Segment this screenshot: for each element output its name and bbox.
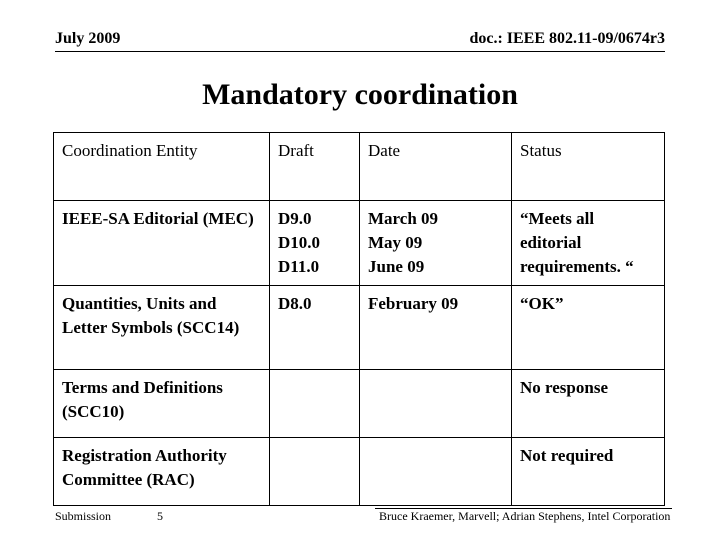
cell-entity: Registration Authority Committee (RAC) xyxy=(54,438,270,506)
cell-status: No response xyxy=(512,370,665,438)
header-rule xyxy=(55,51,665,52)
slide-title: Mandatory coordination xyxy=(202,78,518,111)
header-date: July 2009 xyxy=(55,30,121,47)
cell-status: “OK” xyxy=(512,286,665,370)
cell-entity: Terms and Definitions (SCC10) xyxy=(54,370,270,438)
table-header-row xyxy=(54,133,665,201)
cell-entity: IEEE-SA Editorial (MEC) xyxy=(54,201,270,286)
cell-entity: Quantities, Units and Letter Symbols (SCC14) xyxy=(54,286,270,370)
cell-date xyxy=(360,438,512,506)
footer-submission: Submission xyxy=(55,509,112,523)
cell-date: February 09 xyxy=(360,286,512,370)
table-row xyxy=(54,370,665,438)
footer-page-number: 5 xyxy=(157,509,163,523)
column-header-date: Date xyxy=(360,133,512,201)
header-doc-id: doc.: IEEE 802.11-09/0674r3 xyxy=(469,30,665,47)
cell-date: March 09 May 09 June 09 xyxy=(360,201,512,286)
cell-draft: D8.0 xyxy=(270,286,360,370)
cell-draft: D9.0 D10.0 D11.0 xyxy=(270,201,360,286)
cell-status: “Meets all editorial requirements. “ xyxy=(512,201,665,286)
column-header-draft: Draft xyxy=(270,133,360,201)
table-row xyxy=(54,286,665,370)
column-header-entity: Coordination Entity xyxy=(54,133,270,201)
footer-author: Bruce Kraemer, Marvell; Adrian Stephens, Intel Corporation xyxy=(379,509,671,523)
cell-date xyxy=(360,370,512,438)
column-header-status: Status xyxy=(512,133,665,201)
coordination-table xyxy=(53,132,665,506)
cell-draft xyxy=(270,370,360,438)
cell-draft xyxy=(270,438,360,506)
table-row xyxy=(54,201,665,286)
cell-status: Not required xyxy=(512,438,665,506)
table-row xyxy=(54,438,665,506)
